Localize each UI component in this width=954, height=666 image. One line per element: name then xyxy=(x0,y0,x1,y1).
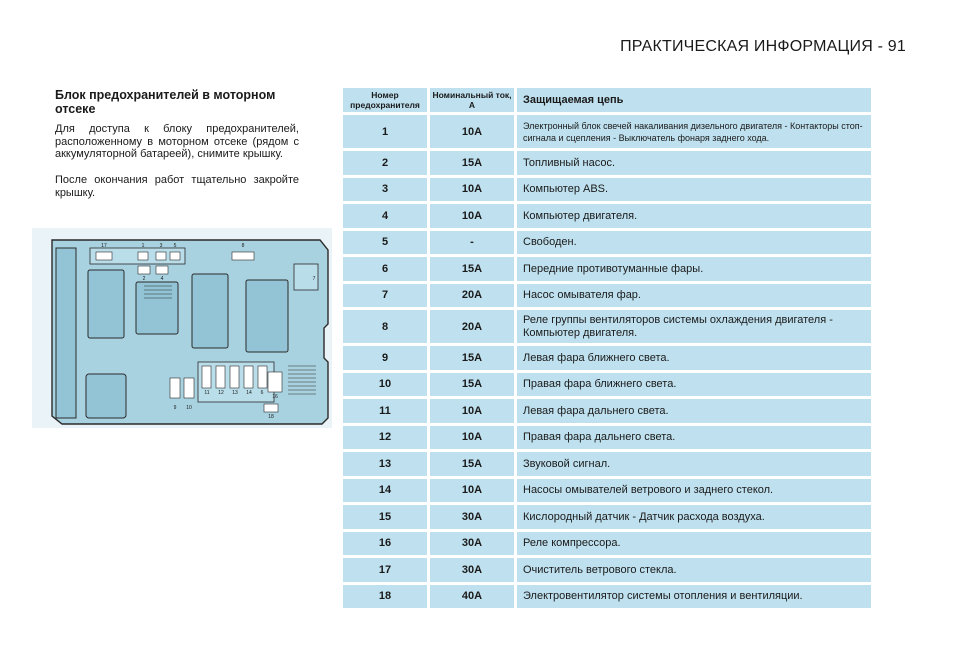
fuse-18 xyxy=(264,404,278,412)
fuse-rating: 30A xyxy=(430,558,514,582)
fuse-number: 11 xyxy=(343,399,427,423)
fuse-number: 1 xyxy=(343,115,427,148)
fuse-11 xyxy=(202,366,211,388)
fuse-circuit: Реле компрессора. xyxy=(517,532,871,556)
table-row xyxy=(343,231,871,255)
fuse-rating: 20A xyxy=(430,310,514,343)
table-header-row xyxy=(343,88,871,112)
fuse-circuit: Компьютер ABS. xyxy=(517,178,871,202)
table-row xyxy=(343,532,871,556)
close-paragraph: После окончания работ тщательно закройте крышку. xyxy=(55,174,299,199)
fuse-rating: 10A xyxy=(430,479,514,503)
fuse-circuit: Звуковой сигнал. xyxy=(517,452,871,476)
fuse-number: 9 xyxy=(343,346,427,370)
table-row xyxy=(343,151,871,175)
label-4: 4 xyxy=(160,276,164,282)
fuse-number: 15 xyxy=(343,505,427,529)
bottom-left-compartment xyxy=(86,374,126,418)
fuse-number: 8 xyxy=(343,310,427,343)
fuse-number: 12 xyxy=(343,426,427,450)
fuse-rating: 15A xyxy=(430,346,514,370)
fuse-16 xyxy=(268,372,282,392)
fuse-circuit: Электронный блок свечей накаливания дизельного двигателя - Контакторы стоп-сигнала и сцепления - Выключатель фонаря заднего хода. xyxy=(517,115,871,148)
relay-block-right xyxy=(246,280,288,352)
fuse-rating: 20A xyxy=(430,284,514,308)
fuse-circuit: Электровентилятор системы отопления и вентиляции. xyxy=(517,585,871,609)
fuse-rating: 30A xyxy=(430,532,514,556)
header-rating: Номинальный ток, А xyxy=(430,88,514,112)
relay-block-center xyxy=(192,274,228,348)
table-row xyxy=(343,257,871,281)
table-row xyxy=(343,399,871,423)
fuse-table xyxy=(340,85,874,611)
table-row xyxy=(343,585,871,609)
fuse-number: 2 xyxy=(343,151,427,175)
fuse-number: 16 xyxy=(343,532,427,556)
fuse-number: 18 xyxy=(343,585,427,609)
fuse-1 xyxy=(138,252,148,260)
label-9: 9 xyxy=(173,405,177,411)
fuse-circuit: Правая фара ближнего света. xyxy=(517,373,871,397)
fuse-rating: 15A xyxy=(430,257,514,281)
header-circuit: Защищаемая цепь xyxy=(517,88,871,112)
fuse-rating: 15A xyxy=(430,151,514,175)
fuse-number: 4 xyxy=(343,204,427,228)
fuse-rating: - xyxy=(430,231,514,255)
fuse-3 xyxy=(156,252,166,260)
fuse-rating: 10A xyxy=(430,426,514,450)
label-8: 8 xyxy=(241,243,245,249)
fuse-rating: 10A xyxy=(430,115,514,148)
label-5: 5 xyxy=(173,243,177,249)
fuse-number: 3 xyxy=(343,178,427,202)
fuse-13 xyxy=(230,366,239,388)
fuse-number: 13 xyxy=(343,452,427,476)
table-row xyxy=(343,426,871,450)
fuse-number: 7 xyxy=(343,284,427,308)
label-6: 6 xyxy=(260,390,264,396)
fuse-17 xyxy=(96,252,112,260)
table-row xyxy=(343,346,871,370)
fuse-circuit: Передние противотуманные фары. xyxy=(517,257,871,281)
fuse-circuit: Насосы омывателей ветрового и заднего стекол. xyxy=(517,479,871,503)
fuse-number: 10 xyxy=(343,373,427,397)
fuse-circuit: Свободен. xyxy=(517,231,871,255)
fuse-5 xyxy=(170,252,180,260)
relay-block-left xyxy=(88,270,124,338)
label-17: 17 xyxy=(101,243,107,249)
fuse-rating: 10A xyxy=(430,399,514,423)
section-title: Блок предохранителей в моторном отсеке xyxy=(55,88,276,116)
fuse-number: 6 xyxy=(343,257,427,281)
left-compartment xyxy=(56,248,76,418)
label-18: 18 xyxy=(268,414,274,420)
fuse-number: 14 xyxy=(343,479,427,503)
table-row xyxy=(343,479,871,503)
label-12: 12 xyxy=(218,390,224,396)
fuse-14 xyxy=(244,366,253,388)
fuse-6 xyxy=(258,366,267,388)
page-header: ПРАКТИЧЕСКАЯ ИНФОРМАЦИЯ - 91 xyxy=(620,38,906,55)
fuse-rating: 30A xyxy=(430,505,514,529)
access-paragraph: Для доступа к блоку предохранителей, расположенному в моторном отсеке (рядом с аккумуляторной батареей), снимите крышку. xyxy=(55,123,299,160)
fuse-circuit: Правая фара дальнего света. xyxy=(517,426,871,450)
label-13: 13 xyxy=(232,390,238,396)
fuse-circuit: Топливный насос. xyxy=(517,151,871,175)
label-16: 16 xyxy=(272,394,278,400)
fuse-number: 17 xyxy=(343,558,427,582)
fuse-2 xyxy=(138,266,150,274)
label-1: 1 xyxy=(141,243,145,249)
table-row xyxy=(343,204,871,228)
label-11: 11 xyxy=(204,390,210,396)
fuse-box-diagram xyxy=(32,228,332,428)
fuse-rating: 10A xyxy=(430,204,514,228)
header-fuse-number: Номер предохранителя xyxy=(343,88,427,112)
fuse-12 xyxy=(216,366,225,388)
fuse-rating: 10A xyxy=(430,178,514,202)
label-10: 10 xyxy=(186,405,192,411)
fuse-9 xyxy=(170,378,180,398)
table-row xyxy=(343,310,871,343)
table-row xyxy=(343,558,871,582)
fuse-circuit: Насос омывателя фар. xyxy=(517,284,871,308)
fuse-number: 5 xyxy=(343,231,427,255)
table-row xyxy=(343,373,871,397)
fuse-circuit: Очиститель ветрового стекла. xyxy=(517,558,871,582)
fuse-circuit: Кислородный датчик - Датчик расхода воздуха. xyxy=(517,505,871,529)
label-3: 3 xyxy=(159,243,163,249)
table-row xyxy=(343,178,871,202)
fuse-circuit: Реле группы вентиляторов системы охлаждения двигателя - Компьютер двигателя. xyxy=(517,310,871,343)
table-row xyxy=(343,452,871,476)
fuse-rating: 15A xyxy=(430,373,514,397)
fuse-circuit: Компьютер двигателя. xyxy=(517,204,871,228)
table-row xyxy=(343,284,871,308)
fuse-rating: 15A xyxy=(430,452,514,476)
label-14: 14 xyxy=(246,390,252,396)
fuse-circuit: Левая фара дальнего света. xyxy=(517,399,871,423)
table-row xyxy=(343,115,871,148)
label-2: 2 xyxy=(142,276,146,282)
fuse-10 xyxy=(184,378,194,398)
fuse-8 xyxy=(232,252,254,260)
table-row xyxy=(343,505,871,529)
fuse-circuit: Левая фара ближнего света. xyxy=(517,346,871,370)
fuse-4 xyxy=(156,266,168,274)
fuse-rating: 40A xyxy=(430,585,514,609)
label-7: 7 xyxy=(312,276,316,282)
